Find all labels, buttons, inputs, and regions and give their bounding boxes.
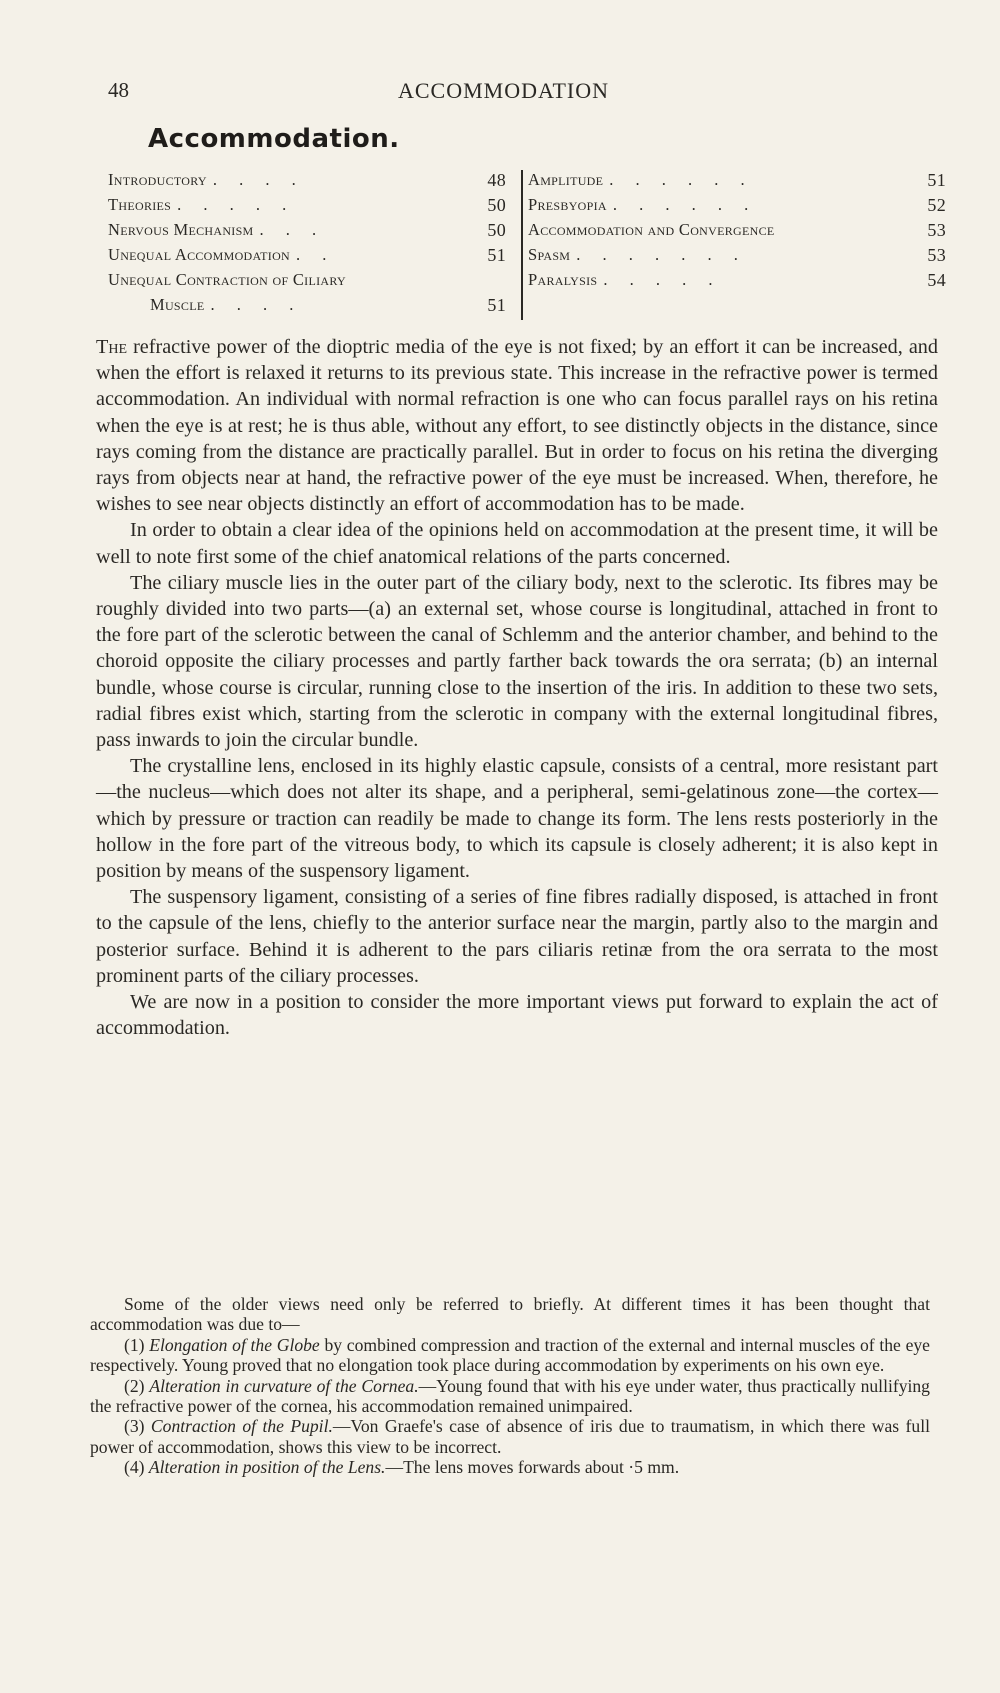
toc-item: Accommodation and Convergence 53	[528, 220, 946, 240]
toc-item: Theories . . . . . 50	[108, 195, 506, 215]
paragraph: The suspensory ligament, consisting of a series of fine fibres radially disposed, is attached in front to the capsule of the lens, chiefly to the anterior surface near the margin, partly also to the margin and posterior surface. Behind it is adherent to the pars ciliaris retinæ from the ora serrata to the most prominent parts of the ciliary processes.	[96, 886, 938, 987]
paragraph: The refractive power of the dioptric media of the eye is not fixed; by an effort it can be increased, and when the effort is relaxed it returns to its previous state. This increase in the refractive power is termed accommodation. An individual with normal refraction is one who can focus parallel rays on his retina when the eye is at rest; he is thus able, without any effort, to see distinctly objects in the distance, since rays coming from the distance are practically parallel. But in order to focus on his retina the diverging rays from objects near at hand, the refractive power of the eye must be increased. When, therefore, he wishes to see near objects distinctly an effort of accommodation has to be made.	[96, 336, 938, 516]
note-item: (3) Contraction of the Pupil.—Von Graefe's case of absence of iris due to traumatism, in which there was full power of accommodation, shows this view to be incorrect.	[90, 1416, 930, 1457]
body-text	[96, 334, 938, 1041]
table-of-contents	[108, 170, 946, 322]
paragraph: The ciliary muscle lies in the outer part of the ciliary body, next to the sclerotic. Its fibres may be roughly divided into two parts—(a) an external set, whose course is longitudinal, attached in front to the fore part of the sclerotic between the canal of Schlemm and the anterior chamber, and behind to the choroid opposite the ciliary processes and partly farther back towards the ora serrata; (b) an internal bundle, whose course is circular, running close to the insertion of the iris. In addition to these two sets, radial fibres exist which, starting from the sclerotic in company with the external longitudinal fibres, pass inwards to join the circular bundle.	[96, 571, 938, 752]
toc-left-column	[108, 170, 518, 320]
running-title: ACCOMMODATION	[398, 78, 610, 103]
toc-item: Nervous Mechanism . . . 50	[108, 220, 506, 240]
note-item: (4) Alteration in position of the Lens.—The lens moves forwards about ·5 mm.	[124, 1457, 680, 1478]
toc-item: Amplitude . . . . . . 51	[528, 170, 946, 190]
section-title: Accommodation.	[148, 124, 400, 154]
notes-intro: Some of the older views need only be referred to briefly. At different times it has been thought that accommodation was due to—	[90, 1294, 930, 1335]
toc-right-column	[528, 170, 946, 295]
toc-item: Spasm . . . . . . . 53	[528, 245, 946, 265]
toc-item: Unequal Contraction of Ciliary	[108, 270, 346, 289]
toc-item: Introductory . . . . 48	[108, 170, 506, 190]
paragraph: The crystalline lens, enclosed in its highly elastic capsule, consists of a central, more resistant part—the nucleus—which does not alter its shape, and a peripheral, semi-gelatinous zone—the cortex—which by pressure or traction can readily be made to change its form. The lens rests posteriorly in the hollow in the fore part of the vitreous body, to which its capsule is closely adherent; it is also kept in position by means of the suspensory ligament.	[96, 755, 938, 883]
toc-item: Muscle . . . . 51	[150, 295, 506, 315]
toc-item: Paralysis . . . . . 54	[528, 270, 946, 290]
note-item: (2) Alteration in curvature of the Cornea.—Young found that with his eye under water, thus practically nullifying the refractive power of the cornea, his accommodation remained unimpaired.	[90, 1375, 930, 1417]
page-number: 48	[108, 78, 129, 102]
running-head	[108, 78, 936, 108]
small-print-notes	[90, 1294, 930, 1478]
toc-item: Presbyopia . . . . . . 52	[528, 195, 946, 215]
note-item: (1) Elongation of the Globe by combined compression and traction of the external and internal muscles of the eye respectively. Young proved that no elongation took place during accommodation by experiments on his own eye.	[90, 1334, 930, 1376]
paragraph: We are now in a position to consider the more important views put forward to explain the act of accommodation.	[96, 991, 938, 1040]
toc-divider	[521, 170, 523, 320]
paragraph: In order to obtain a clear idea of the opinions held on accommodation at the present time, it will be well to note first some of the chief anatomical relations of the parts concerned.	[96, 519, 938, 568]
paragraph-lead: The	[96, 336, 127, 358]
toc-item: Unequal Accommodation . . 51	[108, 245, 506, 265]
